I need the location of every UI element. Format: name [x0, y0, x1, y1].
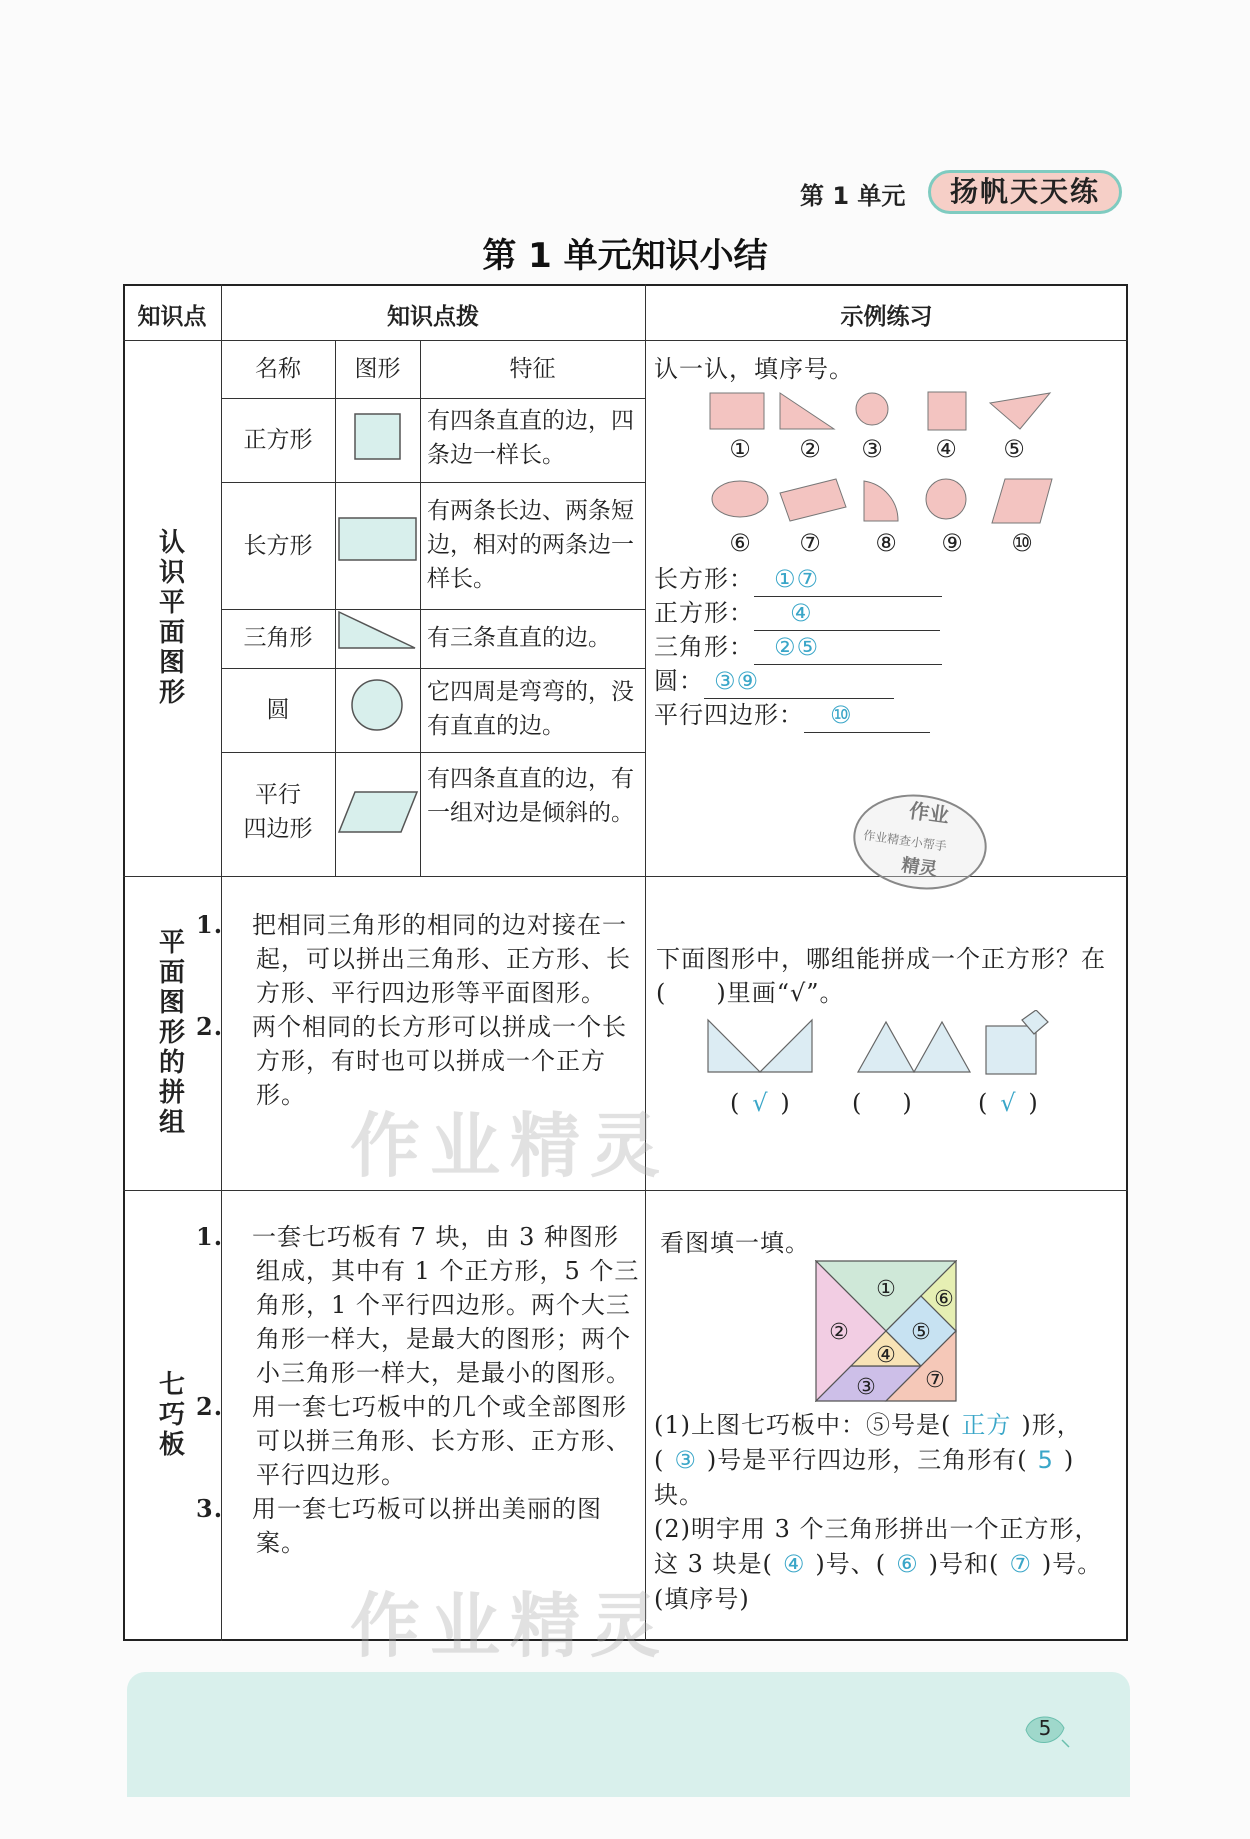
section-badge: 扬帆天天练 [928, 170, 1122, 214]
answer-value: ④ [754, 596, 940, 631]
answer-label: 平行四边形： [654, 701, 804, 729]
section2-points [196, 908, 640, 1112]
inner-row-divider [221, 752, 645, 753]
subheader-shape: 图形 [354, 356, 401, 382]
shape-2-triangle [780, 393, 834, 429]
triangle-pair-1-right [760, 1020, 812, 1072]
shape-label-5: ⑤ [1003, 435, 1025, 463]
shape-label-9: ⑨ [941, 529, 963, 557]
parallelogram-shape [339, 792, 417, 832]
point-2: 2. 两个相同的长方形可以拼成一个长方形，有时也可以拼成一个正方形。 [196, 1012, 627, 1109]
watermark: 作业精灵 [350, 1105, 670, 1187]
triangle-pair-2-left [858, 1022, 914, 1072]
example3-question-2: (2)明宇用 3 个三角形拼出一个正方形，这 3 块是( ④ )号、( ⑥ )号和( ⑦ )号。(填序号) [654, 1515, 1103, 1613]
stamp-middle-text: 作业精查小帮手 [862, 828, 948, 854]
shape-label-6: ⑥ [729, 529, 751, 557]
tangram-label-3: ③ [856, 1375, 876, 1400]
shape-3-circle [856, 393, 888, 425]
inner-row-divider [221, 482, 645, 483]
tangram-label-6: ⑥ [934, 1287, 954, 1312]
header-knowledge-point: 知识点 [137, 304, 207, 330]
rectangle-shape [339, 518, 416, 560]
section-label-tangram: 七巧板 [158, 1370, 185, 1460]
example2-answer-3: ( √ ) [978, 1089, 1039, 1117]
inner-row-divider [221, 398, 645, 399]
watermark: 作业精灵 [350, 1585, 670, 1667]
answer-rectangle [654, 562, 942, 597]
circle-shape [352, 680, 402, 730]
row-feature-square: 有四条直直的边，四条边一样长。 [427, 408, 634, 468]
inner-row-divider [221, 668, 645, 669]
row-name-triangle: 三角形 [243, 625, 313, 651]
example2-answer-1: ( √ ) [730, 1089, 791, 1117]
shape-7-rectangle [780, 479, 846, 521]
row-name-circle: 圆 [266, 697, 290, 723]
tangram-label-5: ⑤ [911, 1320, 931, 1345]
shape-label-8: ⑧ [875, 529, 897, 557]
example1-shapes [700, 383, 1060, 558]
tangram-label-2: ② [829, 1320, 849, 1345]
row-name-parallelogram [221, 778, 335, 846]
answer-label: 圆： [654, 667, 704, 695]
point-1: 1. 一套七巧板有 7 块，由 3 种图形组成，其中有 1 个正方形，5 个三角形，1 个平行四边形。两个大三角形一样大，是最大的图形；两个小三角形一样大，是最小的图形。 [196, 1222, 640, 1387]
stamp-top-text: 作业 [907, 798, 951, 828]
triangle-shape [339, 612, 415, 648]
answer-value: ⑩ [804, 698, 930, 733]
answer-triangle [654, 630, 942, 665]
triangle-pair-1-left [708, 1020, 760, 1072]
example2-answer-2: ( ) [852, 1089, 913, 1117]
example2-question: 下面图形中，哪组能拼成一个正方形？在( )里画“√”。 [656, 945, 1106, 1007]
shape-label-1: ① [729, 435, 751, 463]
row-feature-circle: 它四周是弯弯的，没有直直的边。 [427, 679, 634, 739]
shape-label-7: ⑦ [799, 529, 821, 557]
footer-band [127, 1672, 1130, 1797]
shape-6-ellipse [712, 481, 768, 517]
row-name-rectangle: 长方形 [243, 533, 313, 559]
section-label-plane-shapes: 认识平面图形 [158, 528, 185, 708]
page-title: 第 1 单元知识小结 [482, 236, 768, 276]
header-example: 示例练习 [840, 304, 933, 330]
stamp-bottom-text: 精灵 [900, 854, 939, 881]
shape-column-figures [335, 398, 420, 876]
shape-label-4: ④ [935, 435, 957, 463]
header-explanation: 知识点拨 [387, 304, 479, 330]
tangram-label-1: ① [876, 1277, 896, 1302]
tangram-label-4: ④ [876, 1343, 896, 1368]
subheader-feature: 特征 [509, 356, 556, 382]
square-shape [355, 414, 400, 459]
point-3: 3. 用一套七巧板可以拼出美丽的图案。 [196, 1494, 602, 1557]
row-name-parallelogram-line2: 四边形 [243, 816, 313, 842]
answer-value: ③⑨ [704, 664, 894, 699]
shape-9-circle [926, 479, 966, 519]
row-name-square: 正方形 [243, 427, 313, 453]
answer-value: ①⑦ [754, 562, 942, 597]
shape-8-sector [864, 481, 898, 521]
row-feature-triangle: 有三条直直的边。 [427, 625, 611, 651]
row-feature-parallelogram: 有四条直直的边，有一组对边是倾斜的。 [427, 766, 634, 826]
shape-1-rectangle [710, 393, 764, 429]
unit-label: 第 1 单元 [800, 182, 906, 210]
tangram-label-7: ⑦ [925, 1368, 945, 1393]
answer-value: ②⑤ [754, 630, 942, 665]
point-1: 1. 把相同三角形的相同的边对接在一起，可以拼出三角形、正方形、长方形、平行四边形等平面图形。 [196, 910, 631, 1007]
inner-col-divider [420, 340, 421, 876]
inner-row-divider [221, 609, 645, 610]
shape-5-triangle [990, 393, 1050, 429]
table-col-divider [221, 284, 222, 1641]
shape-10-parallelogram [992, 479, 1052, 523]
point-2: 2. 用一套七巧板中的几个或全部图形可以拼三角形、长方形、正方形、平行四边形。 [196, 1392, 631, 1489]
shape-label-10: ⑩ [1011, 529, 1033, 557]
homework-stamp [845, 785, 995, 900]
section3-points [196, 1220, 640, 1560]
example3-question-1: (1)上图七巧板中：⑤号是( 正方 )形，( ③ )号是平行四边形，三角形有( 5 )块。 [654, 1411, 1082, 1509]
square-piece [986, 1026, 1036, 1074]
row-name-parallelogram-line1: 平行 [255, 782, 301, 808]
example1-prompt: 认一认，填序号。 [654, 355, 854, 383]
shape-4-square [928, 392, 966, 430]
table-col-divider [645, 284, 646, 1641]
table-row-divider [123, 340, 1128, 341]
page-number: 5 [1038, 1716, 1052, 1740]
shape-label-2: ② [799, 435, 821, 463]
answer-label: 三角形： [654, 633, 754, 661]
shape-label-3: ③ [861, 435, 883, 463]
row-feature-rectangle: 有两条长边、两条短边，相对的两条边一样长。 [427, 498, 634, 592]
answer-label: 长方形： [654, 565, 754, 593]
example3-prompt: 看图填一填。 [660, 1229, 810, 1257]
answer-parallelogram [654, 698, 930, 733]
subheader-name: 名称 [255, 356, 301, 382]
answer-circle [654, 664, 894, 699]
answer-square [654, 596, 940, 631]
tangram-figure [815, 1260, 957, 1402]
section-label-combining-shapes: 平面图形的拼组 [158, 928, 185, 1138]
triangle-pair-2-right [914, 1022, 970, 1072]
answer-label: 正方形： [654, 599, 754, 627]
